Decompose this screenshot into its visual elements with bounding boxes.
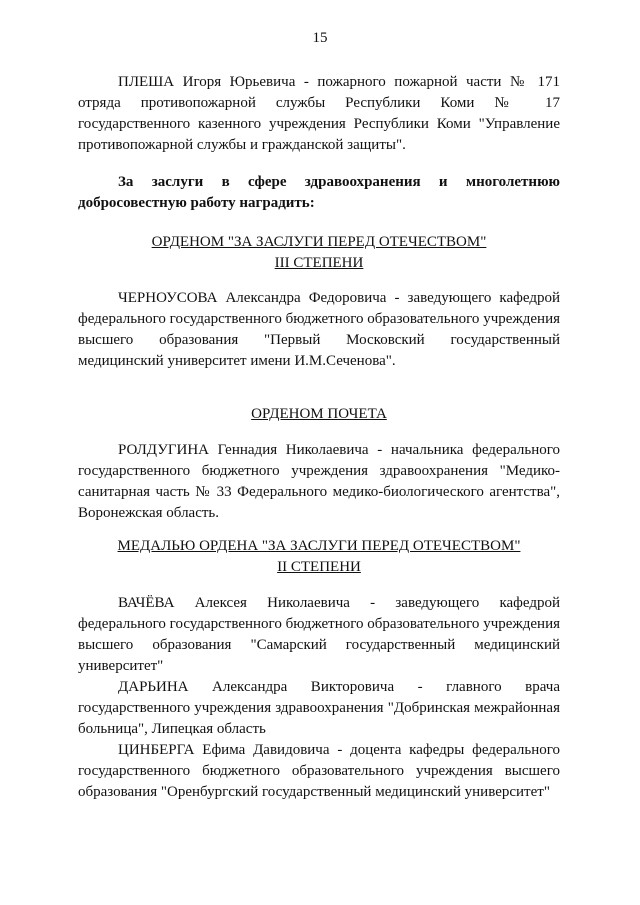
award-intro bbox=[78, 172, 560, 214]
paragraph-tsinberg: ЦИНБЕРГА Ефима Давидовича - доцента кафедры федерального государственного бюджетного образовательного учреждения высшего образования "Оренбургский государственный медицинский университет" bbox=[78, 742, 560, 800]
paragraph-vachev: ВАЧЁВА Алексея Николаевича - заведующего кафедрой федерального государственного бюджетного образовательного учреждения высшего образования "Самарский государственный медицинский университет" bbox=[78, 595, 560, 674]
award-entry-vachev bbox=[78, 593, 560, 677]
section-heading-order-merit-3 bbox=[78, 232, 560, 274]
award-entry-plesha bbox=[78, 72, 560, 156]
paragraph-daryin: ДАРЬИНА Александра Викторовича - главного врача государственного учреждения здравоохранения "Добринская межрайонная больница", Липецкая область bbox=[78, 679, 560, 737]
heading-1-line-2: III СТЕПЕНИ bbox=[274, 255, 364, 271]
award-entry-roldugin bbox=[78, 440, 560, 524]
paragraph-roldugin: РОЛДУГИНА Геннадия Николаевича - начальника федерального государственного бюджетного учреждения здравоохранения "Медико-санитарная часть № 33 Федерального медико-биологического агентства", Воронежская область. bbox=[78, 442, 560, 521]
heading-3-line-1: МЕДАЛЬЮ ОРДЕНА "ЗА ЗАСЛУГИ ПЕРЕД ОТЕЧЕСТВОМ" bbox=[117, 538, 521, 554]
heading-2-line: ОРДЕНОМ ПОЧЕТА bbox=[251, 406, 387, 422]
award-entry-daryin bbox=[78, 677, 560, 740]
intro-text: За заслуги в сфере здравоохранения и многолетнюю добросовестную работу наградить: bbox=[78, 174, 560, 211]
paragraph-chernousov: ЧЕРНОУСОВА Александра Федоровича - заведующего кафедрой федерального государственного бюджетного образовательного учреждения высшего образования "Первый Московский государственный медицинский университет имени И.М.Сеченова". bbox=[78, 290, 560, 369]
section-heading-order-honor bbox=[78, 404, 560, 425]
heading-1-line-1: ОРДЕНОМ "ЗА ЗАСЛУГИ ПЕРЕД ОТЕЧЕСТВОМ" bbox=[151, 234, 487, 250]
paragraph-plesha: ПЛЕША Игоря Юрьевича - пожарного пожарной части № 171 отряда противопожарной службы Республики Коми № 17 государственного казенного учреждения Республики Коми "Управление противопожарной службы и гражданской защиты". bbox=[78, 74, 560, 153]
page-number: 15 bbox=[312, 30, 328, 46]
award-entry-tsinberg bbox=[78, 740, 560, 803]
award-entry-chernousov bbox=[78, 288, 560, 372]
section-heading-medal-merit-2 bbox=[78, 536, 560, 578]
heading-3-line-2: II СТЕПЕНИ bbox=[277, 559, 361, 575]
